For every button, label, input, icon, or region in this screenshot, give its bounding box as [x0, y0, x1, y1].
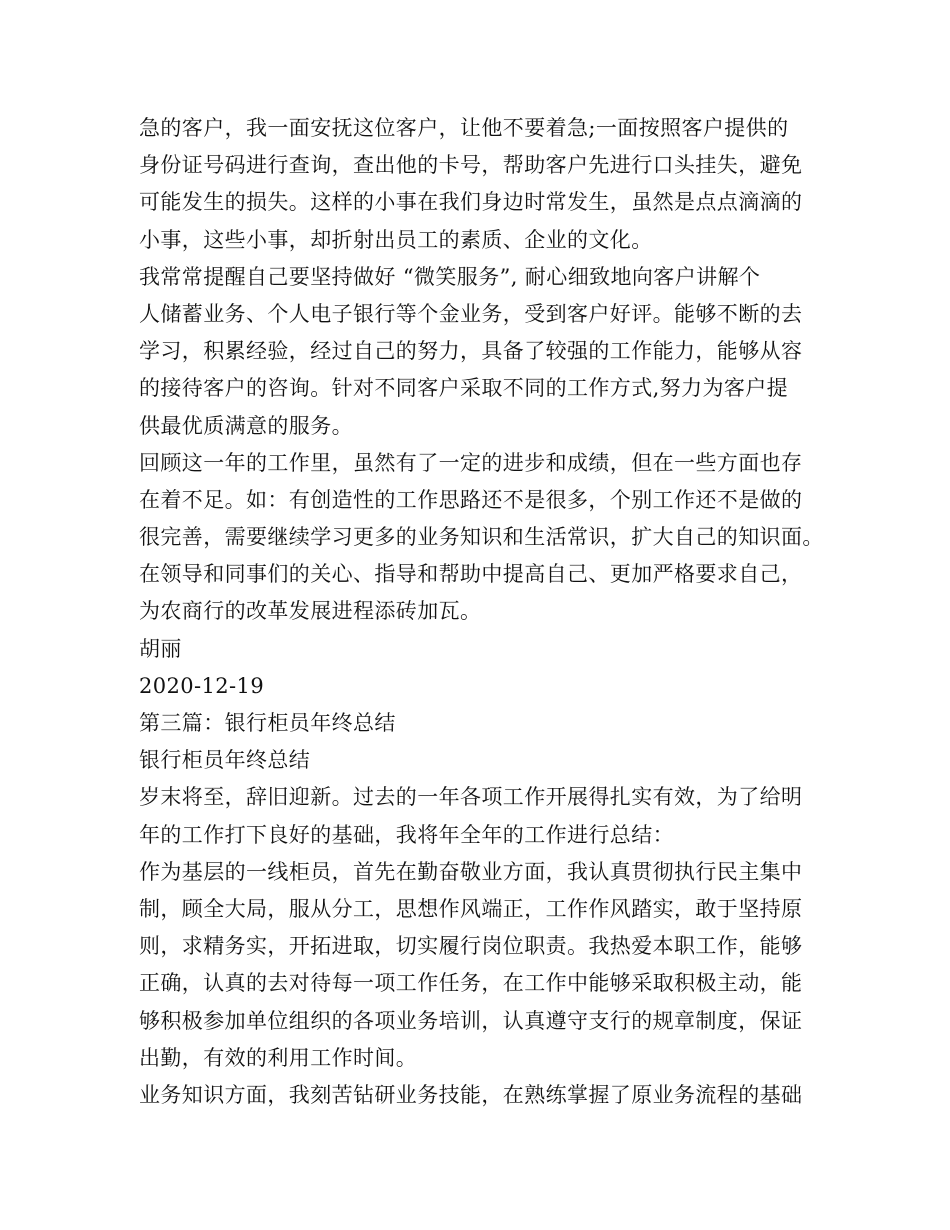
text-line: 岁末将至，辞旧迎新。过去的一年各项工作开展得扎实有效，为了给明	[139, 785, 803, 810]
text-line: 在领导和同事们的关心、指导和帮助中提高自己、更加严格要求自己，	[139, 562, 803, 587]
text-line: 供最优质满意的服务。	[139, 413, 353, 438]
text-line: 正确，认真的去对待每一项工作任务，在工作中能够采取积极主动，能	[139, 971, 803, 996]
text-line: 够积极参加单位组织的各项业务培训，认真遵守支行的规章制度，保证	[139, 1008, 803, 1033]
text-line: 人储蓄业务、个人电子银行等个金业务，受到客户好评。能够不断的去	[139, 301, 803, 326]
text-line: 在着不足。如：有创造性的工作思路还不是很多，个别工作还不是做的	[139, 487, 803, 512]
text-line: 业务知识方面，我刻苦钻研业务技能，在熟练掌握了原业务流程的基础	[139, 1082, 803, 1107]
document-date: 2020-12-19	[139, 673, 265, 698]
text-line: 回顾这一年的工作里，虽然有了一定的进步和成绩，但在一些方面也存	[139, 450, 803, 475]
text-line: 制，顾全大局，服从分工，思想作风端正，工作作风踏实，敢于坚持原	[139, 896, 803, 921]
text-line: 小事，这些小事，却折射出员工的素质、企业的文化。	[139, 227, 653, 252]
text-line: 年的工作打下良好的基础，我将年全年的工作进行总结：	[139, 822, 674, 847]
text-line: 急的客户，我一面安抚这位客户，让他不要着急;一面按照客户提供的	[139, 116, 789, 140]
author-name: 胡丽	[139, 636, 182, 661]
text-line: 很完善，需要继续学习更多的业务知识和生活常识，扩大自己的知识面。	[139, 525, 824, 550]
text-line: 出勤，有效的利用工作时间。	[139, 1045, 418, 1070]
text-line: 的接待客户的咨询。针对不同客户采取不同的工作方式,努力为客户提	[139, 376, 789, 401]
text-line: 作为基层的一线柜员，首先在勤奋敬业方面，我认真贯彻执行民主集中	[139, 859, 803, 884]
text-line: 为农商行的改革发展进程添砖加瓦。	[139, 599, 482, 624]
text-line: 我常常提醒自己要坚持做好 “微笑服务”, 耐心细致地向客户讲解个	[139, 264, 761, 289]
section-title: 银行柜员年终总结	[139, 748, 311, 773]
text-line: 学习，积累经验，经过自己的努力，具备了较强的工作能力，能够从容	[139, 339, 803, 364]
document-body	[139, 110, 829, 1114]
section-heading: 第三篇：银行柜员年终总结	[139, 711, 396, 735]
text-line: 身份证号码进行查询，查出他的卡号，帮助客户先进行口头挂失，避免	[139, 153, 803, 178]
text-line: 则，求精务实，开拓进取，切实履行岗位职责。我热爱本职工作，能够	[139, 934, 803, 959]
text-line: 可能发生的损失。这样的小事在我们身边时常发生，虽然是点点滴滴的	[139, 190, 803, 215]
